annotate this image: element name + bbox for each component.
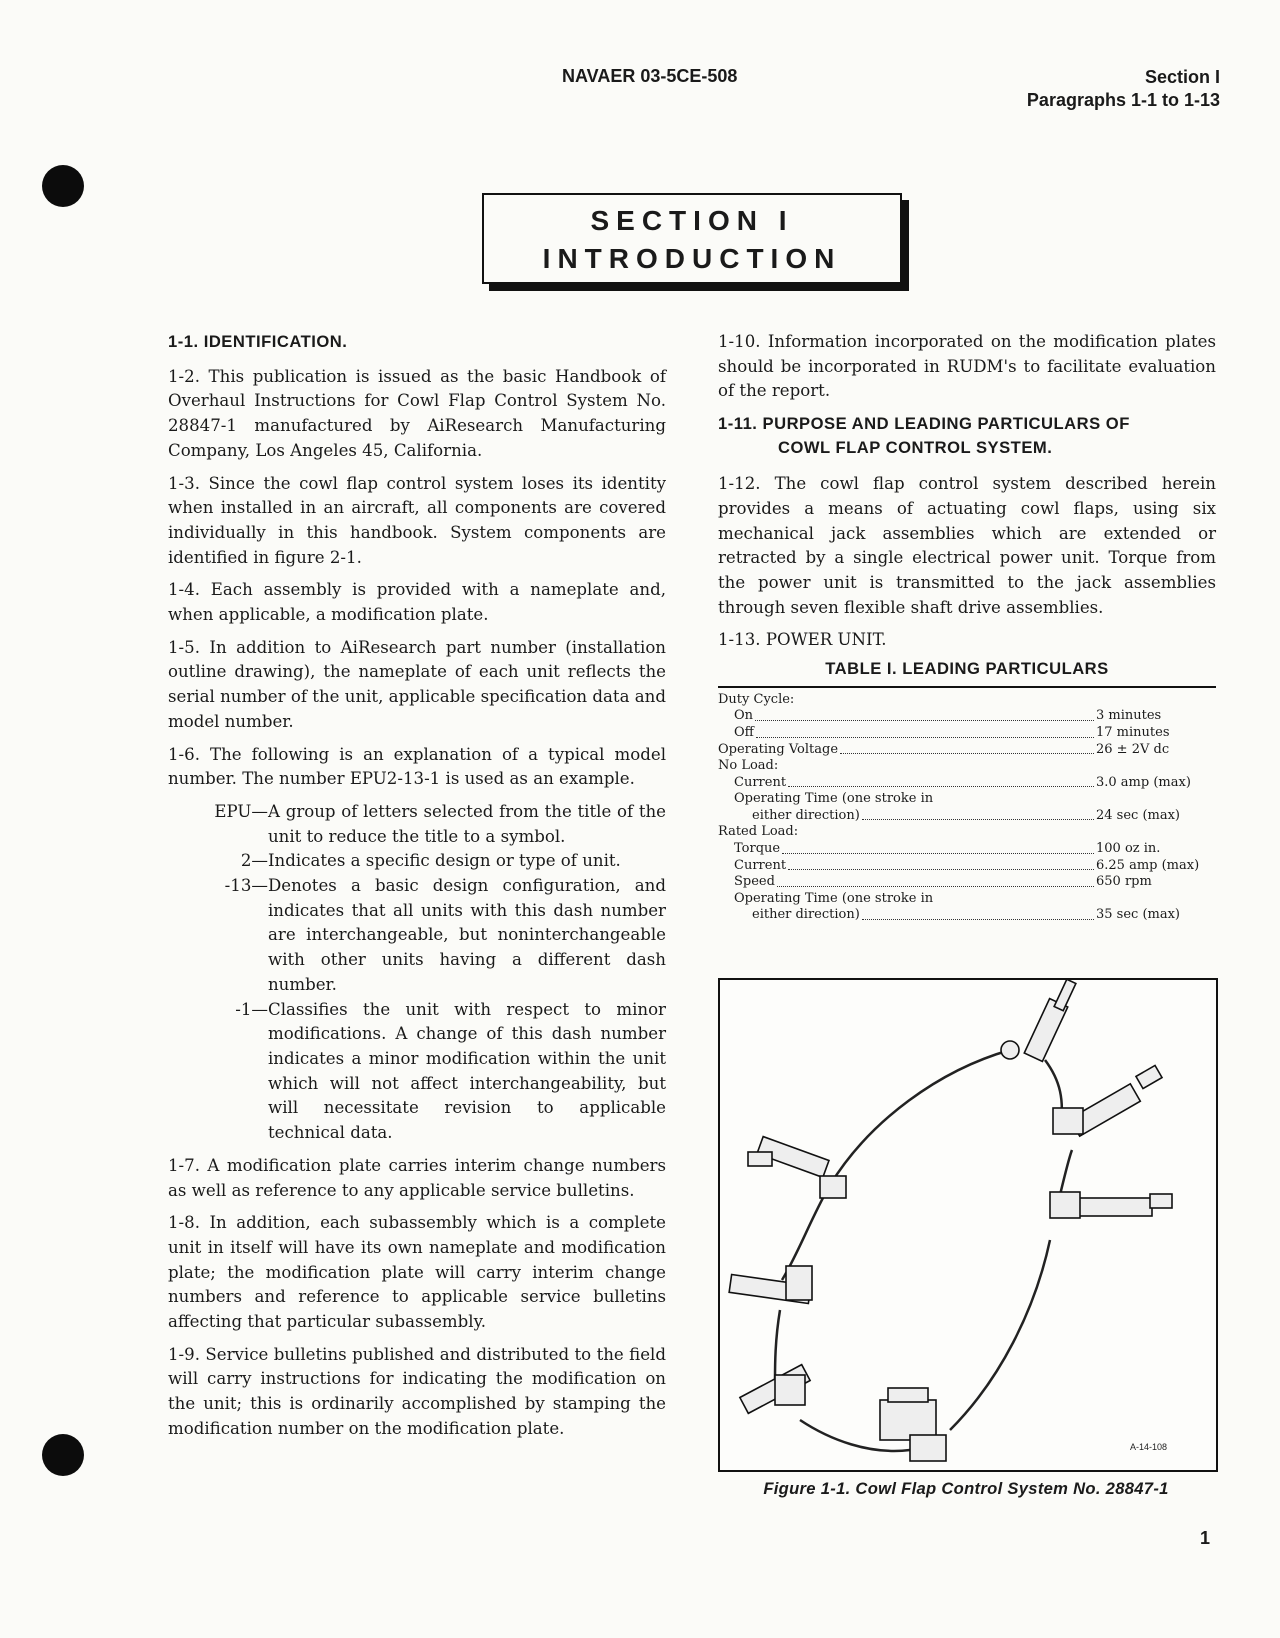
heading-purpose-line2: COWL FLAP CONTROL SYSTEM.	[778, 438, 1053, 458]
leader-dots	[862, 919, 1094, 920]
row-value: 650 rpm	[1096, 874, 1152, 890]
jack-assembly	[748, 1137, 846, 1198]
section-title-box	[482, 193, 902, 284]
row-label: Torque	[734, 841, 781, 857]
row-value: 17 minutes	[1096, 724, 1170, 740]
paragraphs-label: Paragraphs 1-1 to 1-13	[1026, 90, 1220, 110]
leader-dots	[755, 720, 1094, 721]
flexible-shaft	[775, 1310, 780, 1380]
paragraph-1-6: 1-6. The following is an explanation of a typical model number. The number EPU2-13-1 is used as an example.	[168, 744, 666, 789]
table-row	[718, 758, 1216, 775]
section-subtitle: INTRODUCTION	[542, 243, 842, 274]
jack-assembly	[1053, 1065, 1162, 1136]
binder-hole-top	[42, 165, 84, 207]
row-label: either direction)	[752, 907, 860, 923]
row-label: Operating Time (one stroke in	[734, 791, 934, 807]
row-value: 24 sec (max)	[1096, 807, 1181, 823]
page-number: 1	[1199, 1528, 1210, 1548]
table-row	[718, 824, 1216, 841]
table-title: TABLE I. LEADING PARTICULARS	[825, 659, 1109, 679]
row-label: Off	[734, 724, 754, 740]
binder-hole-bottom	[42, 1434, 84, 1476]
heading-identification: 1-1. IDENTIFICATION.	[168, 332, 348, 351]
table-row	[718, 841, 1216, 858]
table-row	[718, 907, 1216, 924]
paragraph-1-3: 1-3. Since the cowl flap control system loses its identity when installed in an aircraft, all components are covered individually in this handbook. System components are identified in figure 2-1.	[168, 473, 666, 567]
definition-item	[168, 849, 666, 874]
row-value: 35 sec (max)	[1096, 907, 1181, 923]
heading-purpose	[718, 412, 1216, 460]
cowl-flap-system-illustration	[720, 980, 1212, 1466]
left-column	[168, 330, 666, 1450]
jack-assembly	[1050, 1192, 1172, 1218]
table-row	[718, 791, 1216, 808]
row-label: Duty Cycle:	[718, 691, 795, 707]
row-value: 3.0 amp (max)	[1096, 774, 1191, 790]
jack-assembly	[1001, 980, 1076, 1061]
figure-id: A-14-108	[1130, 1442, 1168, 1452]
leading-particulars-table	[718, 692, 1216, 924]
row-label: No Load:	[718, 758, 779, 774]
document-number: NAVAER 03-5CE-508	[562, 66, 738, 86]
definition-term: -1—	[235, 999, 268, 1019]
section-title: SECTION I	[590, 205, 794, 236]
section-reference	[1027, 66, 1220, 112]
figure-caption: Figure 1-1. Cowl Flap Control System No. 28847-1	[763, 1479, 1169, 1498]
row-label: On	[734, 708, 754, 724]
table-row	[718, 708, 1216, 725]
definition-term: -13—	[224, 876, 268, 896]
leader-dots	[756, 737, 1094, 738]
row-value: 100 oz in.	[1096, 841, 1161, 857]
figure-frame	[718, 978, 1218, 1472]
definition-item	[168, 800, 666, 849]
table-row	[718, 692, 1216, 709]
definition-text: Denotes a basic design configuration, and indicates that all units with this dash number are interchangeable, but noninterchangeable with other units having a different dash number.	[268, 876, 666, 994]
leader-dots	[788, 869, 1094, 870]
row-label: Speed	[734, 874, 775, 890]
leader-dots	[782, 853, 1094, 854]
paragraph-1-7: 1-7. A modification plate carries interim change numbers as well as reference to any applicable service bulletins.	[168, 1155, 666, 1200]
leader-dots	[788, 786, 1094, 787]
definition-term: EPU—	[214, 801, 268, 821]
definition-term: 2—	[240, 851, 268, 871]
paragraph-1-9: 1-9. Service bulletins published and distributed to the field will carry instructions for indicating the modification on the unit; this is ordinarily accomplished by stamping the modification number on the modification plate.	[168, 1344, 666, 1438]
table-row	[718, 858, 1216, 875]
leader-dots	[840, 753, 1094, 754]
row-label: Operating Voltage	[718, 741, 839, 757]
row-value: 3 minutes	[1096, 708, 1162, 724]
paragraph-1-2: 1-2. This publication is issued as the basic Handbook of Overhaul Instructions for Cowl Flap Control System No. 28847-1 manufactured by AiResearch Manufacturing Company, Los Angeles 45, California.	[168, 366, 666, 460]
table-row	[718, 808, 1216, 825]
definition-text: Indicates a specific design or type of unit.	[268, 851, 621, 871]
table-row	[718, 775, 1216, 792]
model-number-definitions	[168, 800, 666, 1146]
paragraph-1-8: 1-8. In addition, each subassembly which is a complete unit in itself will have its own nameplate and modification plate; the modification plate will carry interim change numbers and reference to applicable service bulletins affecting that particular subassembly.	[168, 1213, 666, 1332]
row-label: either direction)	[752, 807, 860, 823]
table-row	[718, 725, 1216, 742]
row-value: 6.25 amp (max)	[1096, 857, 1200, 873]
section-label: Section I	[1144, 67, 1220, 87]
row-label: Current	[734, 774, 787, 790]
row-label: Current	[734, 857, 787, 873]
table-row	[718, 742, 1216, 759]
row-value: 26 ± 2V dc	[1096, 741, 1170, 757]
paragraph-1-4: 1-4. Each assembly is provided with a nameplate and, when applicable, a modification plate.	[168, 580, 666, 625]
paragraph-1-5: 1-5. In addition to AiResearch part number (installation outline drawing), the nameplate of each unit reflects the serial number of the unit, applicable specification data and model number.	[168, 637, 666, 731]
table-row	[718, 874, 1216, 891]
leader-dots	[862, 819, 1094, 820]
flexible-shaft	[950, 1240, 1050, 1430]
flexible-shaft	[1060, 1150, 1072, 1195]
definition-item	[168, 874, 666, 998]
definition-text: A group of letters selected from the title of the unit to reduce the title to a symbol.	[268, 801, 666, 846]
leader-dots	[777, 886, 1094, 887]
jack-assembly	[729, 1266, 812, 1303]
row-label: Operating Time (one stroke in	[734, 890, 934, 906]
flexible-shaft	[830, 1050, 1010, 1185]
right-column	[718, 330, 1216, 930]
table-rule	[718, 686, 1216, 688]
definition-text: Classifies the unit with respect to minor modifications. A change of this dash number indicates a minor modification within the unit which will not affect interchangeability, but will necessitate revision to applicable technical data.	[268, 999, 666, 1143]
paragraph-1-13: 1-13. POWER UNIT.	[718, 630, 887, 650]
table-row	[718, 891, 1216, 908]
definition-item	[168, 998, 666, 1146]
heading-purpose-line1: 1-11. PURPOSE AND LEADING PARTICULARS OF	[718, 414, 1130, 434]
paragraph-1-10: 1-10. Information incorporated on the modification plates should be incorporated in RUDM's to facilitate evaluation of the report.	[718, 332, 1216, 401]
row-label: Rated Load:	[718, 824, 799, 840]
paragraph-1-12: 1-12. The cowl flap control system described herein provides a means of actuating cowl flaps, using six mechanical jack assemblies which are extended or retracted by a single electrical power unit. Torque from the power unit is transmitted to the jack assemblies through seven flexible shaft drive assemblies.	[718, 474, 1216, 617]
